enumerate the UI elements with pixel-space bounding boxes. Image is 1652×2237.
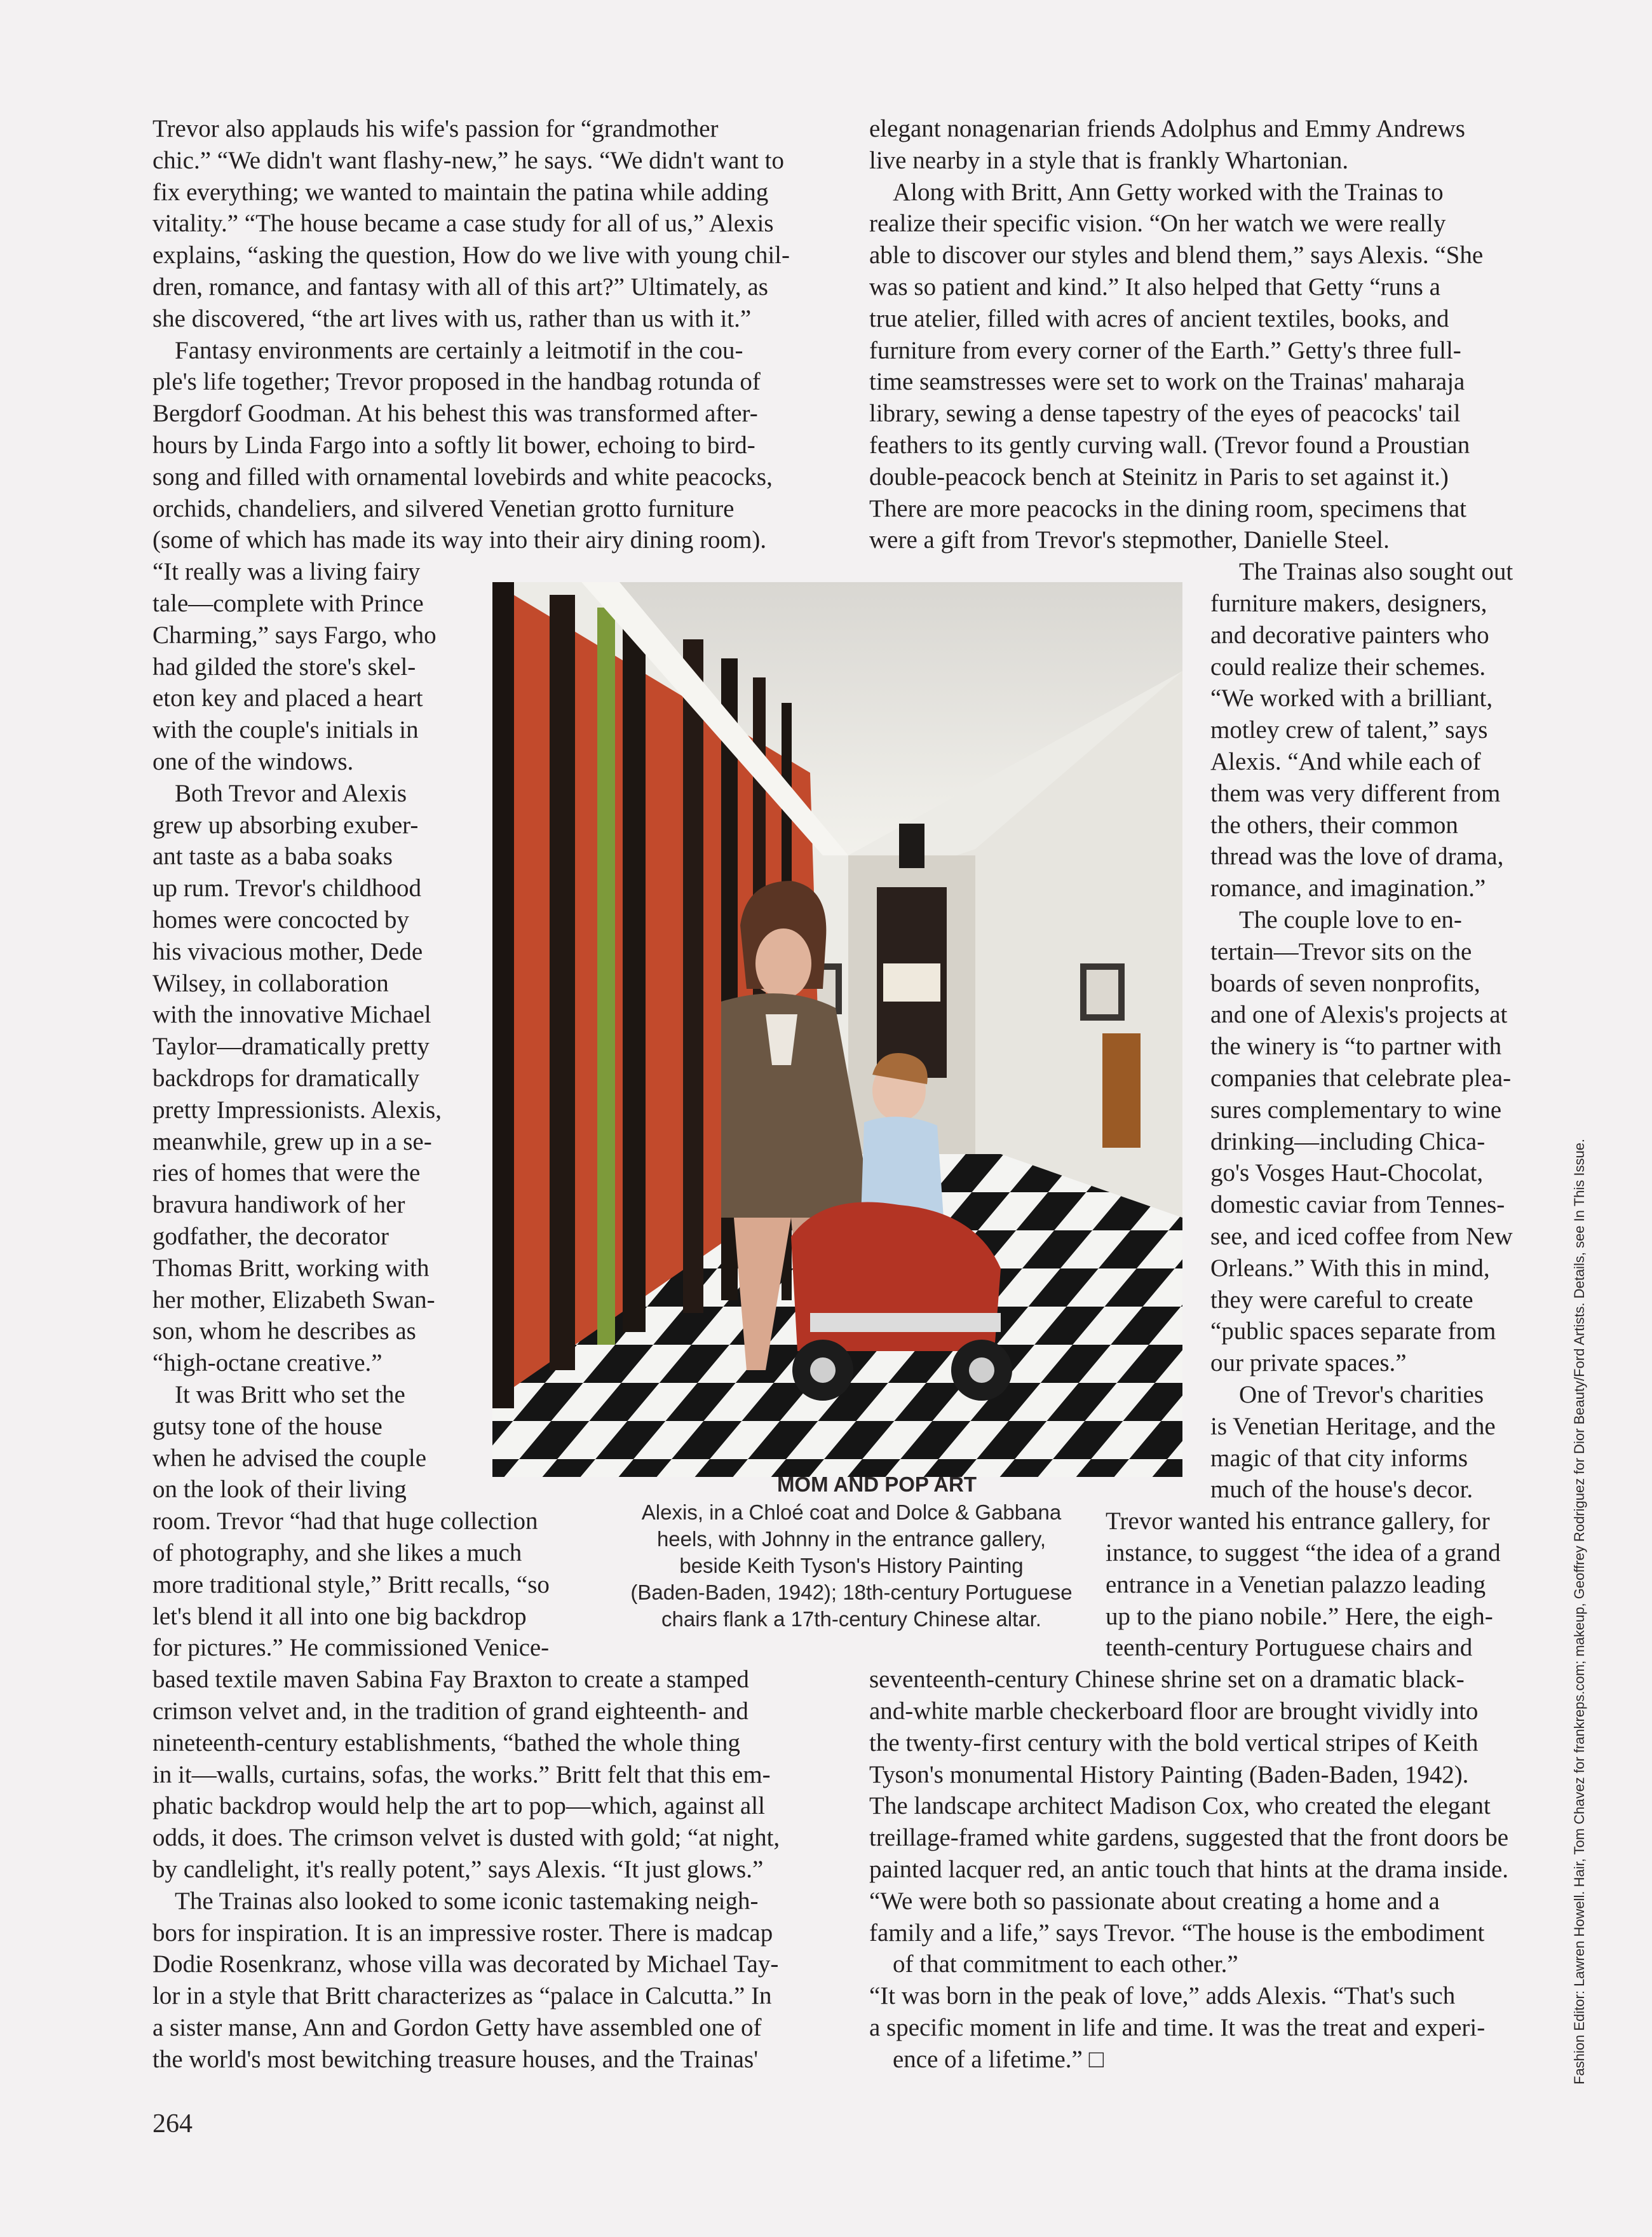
right-column-line: the twenty-first century with the bold vertical stripes of Keith — [869, 1729, 1479, 1757]
left-column-line: Thomas Britt, working with — [152, 1254, 430, 1282]
right-column-line: magic of that city informs — [1210, 1444, 1468, 1472]
right-column-line: could realize their schemes. — [1210, 653, 1486, 681]
left-column-line: chic.” “We didn't want flashy-new,” he says. “We didn't want to — [152, 146, 785, 174]
left-column-line: his vivacious mother, Dede — [152, 937, 423, 965]
left-column-line: Both Trevor and Alexis — [175, 779, 407, 807]
right-column-line: they were careful to create — [1210, 1286, 1473, 1314]
left-column-line: It was Britt who set the — [175, 1381, 405, 1408]
right-column-line: see, and iced coffee from New — [1210, 1223, 1513, 1250]
right-column-line: entrance in a Venetian palazzo leading — [1106, 1570, 1486, 1598]
caption-line: beside Keith Tyson's History Painting — [679, 1554, 1024, 1577]
right-column-line: and one of Alexis's projects at — [1210, 1001, 1508, 1029]
left-column-line: hours by Linda Fargo into a softly lit bower, echoing to bird- — [152, 432, 755, 459]
caption-line: heels, with Johnny in the entrance gallery, — [656, 1527, 1046, 1551]
left-column-line: in it—walls, curtains, sofas, the works.” Britt felt that this em- — [152, 1760, 771, 1788]
photo-mother-child-pedal-car-icon — [492, 582, 1182, 1477]
right-column-line: teenth-century Portuguese chairs and — [1106, 1634, 1473, 1662]
left-column-line: the world's most bewitching treasure houses, and the Trainas' — [152, 2045, 759, 2073]
right-column-line: Orleans.” With this in mind, — [1210, 1254, 1490, 1282]
left-column-line: of photography, and she likes a much — [152, 1539, 522, 1567]
right-column-line: boards of seven nonprofits, — [1210, 969, 1480, 997]
left-column-line: Wilsey, in collaboration — [152, 969, 389, 997]
right-column-line: “public spaces separate from — [1210, 1317, 1496, 1345]
left-column-line: “high-octane creative.” — [152, 1349, 383, 1377]
right-column-line: motley crew of talent,” says — [1210, 716, 1488, 744]
left-column-line: orchids, chandeliers, and silvered Venetian grotto furniture — [152, 494, 735, 522]
left-column-line: for pictures.” He commissioned Venice- — [152, 1634, 550, 1662]
left-column-line: gutsy tone of the house — [152, 1412, 383, 1440]
left-column-line: let's blend it all into one big backdrop — [152, 1602, 527, 1630]
left-column-line: explains, “asking the question, How do we live with young chil- — [152, 241, 790, 269]
right-column-line: time seamstresses were set to work on the Trainas' maharaja — [869, 368, 1465, 396]
right-column-line: One of Trevor's charities — [1239, 1381, 1484, 1408]
left-column-line: more traditional style,” Britt recalls, “so — [152, 1570, 550, 1598]
right-column-line: realize their specific vision. “On her watch we were really — [869, 210, 1446, 238]
right-column-line: treillage-framed white gardens, suggested that the front doors be — [869, 1824, 1509, 1852]
right-column-line: library, sewing a dense tapestry of the eyes of peacocks' tail — [869, 400, 1461, 428]
right-column-line: our private spaces.” — [1210, 1349, 1407, 1377]
right-column-line: “We were both so passionate about creating a home and a — [869, 1887, 1440, 1915]
left-column-line: based textile maven Sabina Fay Braxton to create a stamped — [152, 1666, 749, 1694]
right-column-line: furniture makers, designers, — [1210, 590, 1487, 617]
right-column-line: painted lacquer red, an antic touch that hints at the drama inside. — [869, 1856, 1509, 1883]
right-column-line: was so patient and kind.” It also helped that Getty “runs a — [869, 273, 1440, 301]
right-column-line: live nearby in a style that is frankly Whartonian. — [869, 146, 1349, 174]
left-column-line: crimson velvet and, in the tradition of grand eighteenth- and — [152, 1697, 748, 1725]
right-column-line: instance, to suggest “the idea of a grand — [1106, 1539, 1501, 1567]
left-column-line: on the look of their living — [152, 1476, 407, 1504]
left-column-line: nineteenth-century establishments, “bathed the whole thing — [152, 1729, 740, 1757]
left-column-line: dren, romance, and fantasy with all of this art?” Ultimately, as — [152, 273, 768, 301]
left-column-line: a sister manse, Ann and Gordon Getty have assembled one of — [152, 2014, 762, 2041]
left-column-line: her mother, Elizabeth Swan- — [152, 1286, 435, 1314]
left-column-line: “It really was a living fairy — [152, 558, 421, 586]
right-column-line: and decorative painters who — [1210, 621, 1489, 649]
caption-line: Alexis, in a Chloé coat and Dolce & Gabbana — [641, 1500, 1062, 1524]
right-column-line: were a gift from Trevor's stepmother, Danielle Steel. — [869, 526, 1390, 554]
left-column-line: fix everything; we wanted to maintain the patina while adding — [152, 178, 769, 206]
right-column-line: the winery is “to partner with — [1210, 1033, 1502, 1061]
right-column-line: seventeenth-century Chinese shrine set on a dramatic black- — [869, 1666, 1465, 1694]
right-column-line: There are more peacocks in the dining room, specimens that — [869, 494, 1466, 522]
photo-entrance-gallery — [492, 582, 1182, 1477]
right-column-line: is Venetian Heritage, and the — [1210, 1412, 1496, 1440]
right-column-line: feathers to its gently curving wall. (Trevor found a Proustian — [869, 432, 1470, 459]
left-column-line: Dodie Rosenkranz, whose villa was decorated by Michael Tay- — [152, 1950, 779, 1978]
left-column-line: vitality.” “The house became a case study for all of us,” Alexis — [152, 210, 774, 238]
left-column-line: meanwhile, grew up in a se- — [152, 1127, 432, 1155]
caption-title: MOM AND POP ART — [776, 1472, 977, 1496]
left-column-line: eton key and placed a heart — [152, 684, 423, 712]
left-column-line: bors for inspiration. It is an impressive roster. There is madcap — [152, 1919, 773, 1947]
left-column-line: ries of homes that were the — [152, 1159, 421, 1187]
right-column-line: go's Vosges Haut-Chocolat, — [1210, 1159, 1484, 1187]
left-column-line: (some of which has made its way into their airy dining room). — [152, 526, 767, 554]
right-column-line: Trevor wanted his entrance gallery, for — [1106, 1507, 1490, 1535]
right-column-line: The Trainas also sought out — [1239, 558, 1513, 586]
right-column-line: romance, and imagination.” — [1210, 874, 1486, 902]
left-column-line: grew up absorbing exuber- — [152, 811, 419, 839]
caption-line: (Baden-Baden, 1942); 18th-century Portuguese — [630, 1581, 1073, 1604]
left-column-line: Trevor also applauds his wife's passion for “grandmother — [152, 115, 719, 142]
right-column-line: sures complementary to wine — [1210, 1096, 1502, 1124]
right-column-line: thread was the love of drama, — [1210, 843, 1504, 871]
left-column-line: odds, it does. The crimson velvet is dusted with gold; “at night, — [152, 1824, 780, 1852]
right-column-line: double-peacock bench at Steinitz in Paris to set against it.) — [869, 463, 1449, 491]
right-column-line: the others, their common — [1210, 811, 1458, 839]
right-column-line: furniture from every corner of the Earth.” Getty's three full- — [869, 336, 1461, 364]
right-column-line: Tyson's monumental History Painting (Baden-Baden, 1942). — [869, 1760, 1469, 1788]
right-column-line: ence of a lifetime.” □ — [893, 2045, 1104, 2073]
left-column-line: by candlelight, it's really potent,” says Alexis. “It just glows.” — [152, 1856, 764, 1883]
left-column-line: ant taste as a baba soaks — [152, 843, 393, 871]
photo-credit: Fashion Editor: Lawren Howell. Hair, Tom Chavez for frankreps.com; makeup, Geoffrey Rodriguez for Dior Beauty/Ford Artists. Details, see In This Issue. — [1571, 1138, 1587, 2084]
right-column-line: elegant nonagenarian friends Adolphus and Emmy Andrews — [869, 115, 1465, 142]
right-column-line: domestic caviar from Tennes- — [1210, 1191, 1505, 1219]
left-column-line: with the innovative Michael — [152, 1001, 431, 1029]
caption-line: chairs flank a 17th-century Chinese altar. — [661, 1607, 1041, 1631]
page-number: 264 — [152, 2109, 193, 2138]
right-column-line: of that commitment to each other.” — [893, 1950, 1238, 1978]
right-column-line: family and a life,” says Trevor. “The house is the embodiment — [869, 1919, 1485, 1947]
right-column-line: up to the piano nobile.” Here, the eigh- — [1106, 1602, 1493, 1630]
right-column-line: “It was born in the peak of love,” adds Alexis. “That's such — [869, 1982, 1456, 2010]
right-column-line: able to discover our styles and blend them,” says Alexis. “She — [869, 241, 1484, 269]
right-column-line: and-white marble checkerboard floor are brought vividly into — [869, 1697, 1479, 1725]
left-column-line: song and filled with ornamental lovebirds and white peacocks, — [152, 463, 773, 491]
right-column-line: true atelier, filled with acres of ancient textiles, books, and — [869, 304, 1449, 332]
right-column-line: Alexis. “And while each of — [1210, 748, 1481, 775]
left-column-line: backdrops for dramatically — [152, 1064, 420, 1092]
left-column-line: The Trainas also looked to some iconic tastemaking neigh- — [175, 1887, 759, 1915]
right-column-line: The landscape architect Madison Cox, who created the elegant — [869, 1792, 1491, 1820]
left-column-line: lor in a style that Britt characterizes as “palace in Calcutta.” In — [152, 1982, 772, 2010]
left-column-line: one of the windows. — [152, 748, 354, 775]
left-column-line: Fantasy environments are certainly a leitmotif in the cou- — [175, 336, 743, 364]
right-column-line: The couple love to en- — [1239, 906, 1462, 934]
left-column-line: bravura handiwork of her — [152, 1191, 405, 1219]
left-column-line: with the couple's initials in — [152, 716, 419, 744]
right-column-line: much of the house's decor. — [1210, 1476, 1473, 1504]
left-column-line: Taylor—dramatically pretty — [152, 1033, 430, 1061]
right-column-line: companies that celebrate plea- — [1210, 1064, 1512, 1092]
left-column-line: son, whom he describes as — [152, 1317, 416, 1345]
left-column-line: pretty Impressionists. Alexis, — [152, 1096, 442, 1124]
right-column-line: “We worked with a brilliant, — [1210, 684, 1493, 712]
left-column-line: godfather, the decorator — [152, 1223, 389, 1250]
left-column-line: when he advised the couple — [152, 1444, 427, 1472]
left-column-line: Charming,” says Fargo, who — [152, 621, 437, 649]
left-column-line: tale—complete with Prince — [152, 590, 424, 617]
left-column-line: up rum. Trevor's childhood — [152, 874, 422, 902]
right-column-line: them was very different from — [1210, 779, 1501, 807]
right-column-line: Along with Britt, Ann Getty worked with the Trainas to — [893, 178, 1444, 206]
right-column-line: tertain—Trevor sits on the — [1210, 937, 1472, 965]
left-column-line: she discovered, “the art lives with us, rather than us with it.” — [152, 304, 752, 332]
left-column-line: ple's life together; Trevor proposed in the handbag rotunda of — [152, 368, 761, 396]
left-column-line: room. Trevor “had that huge collection — [152, 1507, 538, 1535]
left-column-line: homes were concocted by — [152, 906, 409, 934]
left-column-line: had gilded the store's skel- — [152, 653, 416, 681]
right-column-line: a specific moment in life and time. It was the treat and experi- — [869, 2014, 1486, 2041]
right-column-line: drinking—including Chica- — [1210, 1127, 1486, 1155]
left-column-line: Bergdorf Goodman. At his behest this was transformed after- — [152, 400, 758, 428]
left-column-line: phatic backdrop would help the art to pop—which, against all — [152, 1792, 765, 1820]
